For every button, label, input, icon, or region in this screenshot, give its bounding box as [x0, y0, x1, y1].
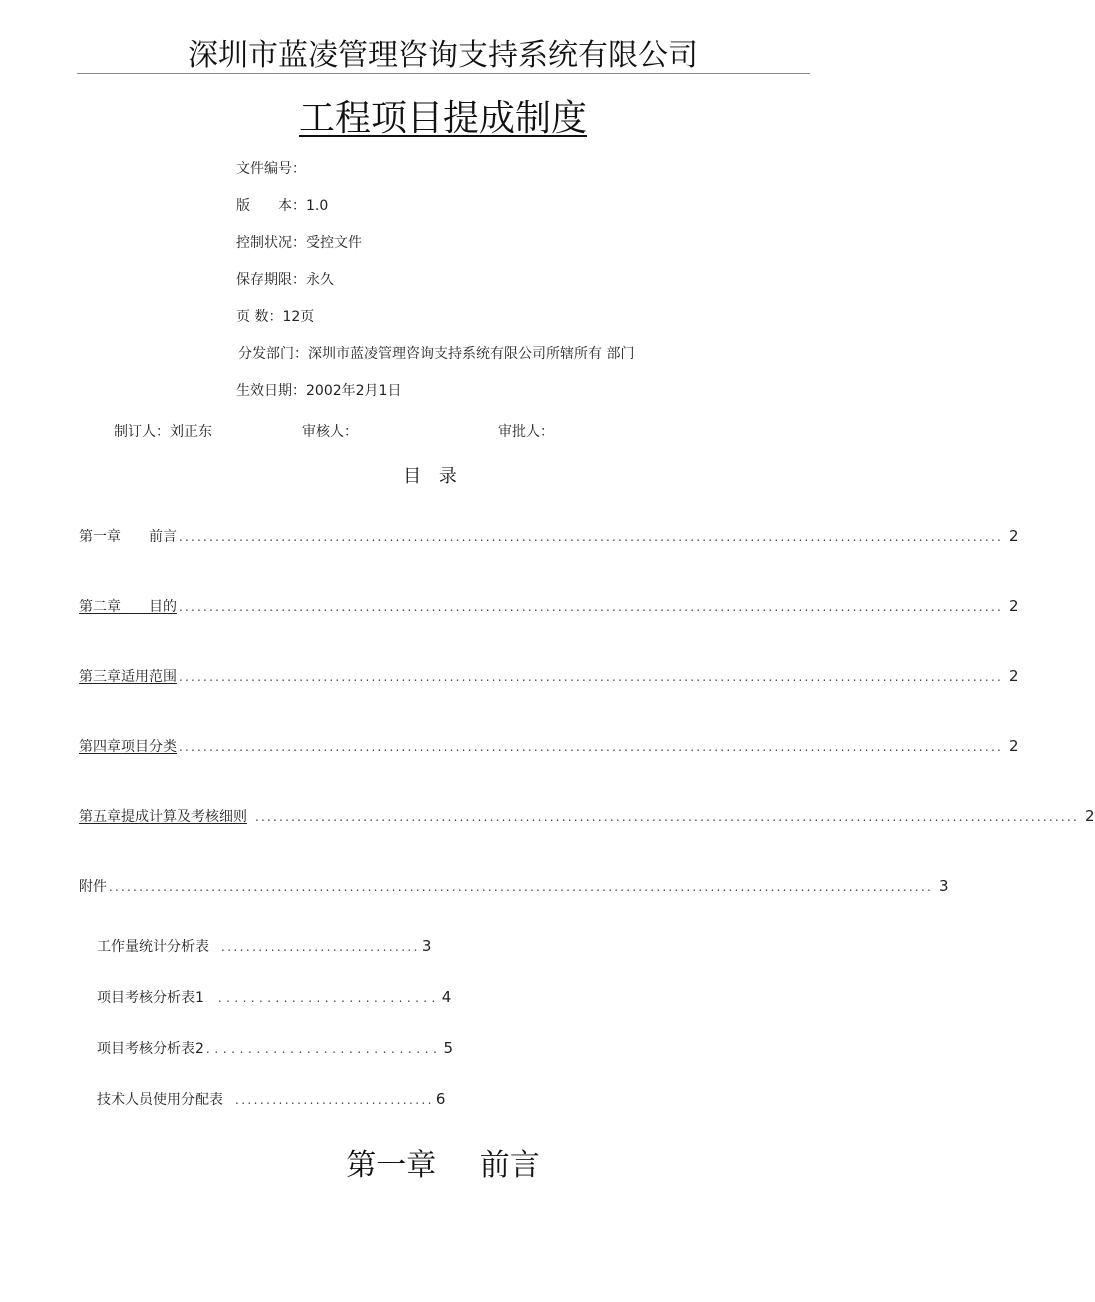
signature-approver: 审批人： — [498, 424, 554, 440]
meta-label: 生效日期： — [236, 383, 306, 399]
company-header: 深圳市蓝凌管理咨询支持系统有限公司 — [188, 38, 698, 73]
toc-item-page: 2 — [1008, 597, 1019, 615]
toc-leader-dots: ......................................................................................................................................... — [179, 740, 1003, 754]
meta-value: 12页 — [282, 309, 315, 325]
meta-label: 页 数： — [236, 309, 283, 325]
meta-effective-date — [236, 380, 401, 400]
toc-heading: 目 录 — [403, 466, 463, 487]
toc-leader-dots: ......................................................................................................................................... — [179, 670, 1003, 684]
meta-value: 1.0 — [306, 198, 329, 214]
toc-subitem-staff-allocation-table[interactable] — [97, 1089, 445, 1109]
chapter-heading: 第一章 前言 — [346, 1148, 540, 1183]
toc-subitem-assessment-table-2[interactable] — [97, 1038, 453, 1058]
toc-item-chapter-4[interactable] — [79, 736, 1019, 756]
header-divider — [77, 73, 810, 74]
toc-item-label[interactable]: 第五章提成计算及考核细则 — [79, 809, 247, 825]
signature-author: 制订人：刘正东 — [114, 424, 212, 440]
toc-item-page: 2 — [1008, 527, 1019, 545]
meta-page-count — [236, 306, 314, 326]
toc-leader-dots: ......................................................................................................................................... — [255, 810, 1079, 824]
signature-reviewer: 审核人： — [302, 424, 358, 440]
meta-label: 控制状况： — [236, 235, 306, 251]
toc-subitem-assessment-table-1[interactable] — [97, 987, 451, 1007]
meta-value: 永久 — [306, 272, 334, 288]
toc-item-label[interactable]: 第三章适用范围 — [79, 669, 177, 685]
toc-leader-dots: ................................ — [221, 940, 420, 954]
toc-item-chapter-1[interactable] — [79, 526, 1019, 546]
meta-label: 分发部门： — [238, 346, 308, 362]
toc-item-label[interactable]: 第一章 前言 — [79, 529, 177, 545]
meta-value: 受控文件 — [306, 235, 362, 251]
toc-item-page: 2 — [1008, 667, 1019, 685]
toc-item-page: 2 — [1084, 807, 1095, 825]
toc-subitem-label[interactable]: 技术人员使用分配表 — [97, 1092, 223, 1108]
toc-item-chapter-3[interactable] — [79, 666, 1019, 686]
toc-subitem-page: 6 — [435, 1090, 446, 1108]
toc-leader-dots: ............................ — [205, 1042, 442, 1056]
toc-subitem-label[interactable]: 工作量统计分析表 — [97, 939, 209, 955]
meta-retention — [236, 269, 334, 289]
meta-file-number — [236, 158, 306, 178]
toc-item-appendix[interactable] — [79, 876, 949, 896]
meta-value: 深圳市蓝凌管理咨询支持系统有限公司所辖所有 部门 — [308, 346, 635, 362]
toc-leader-dots: ........................... — [217, 991, 440, 1005]
toc-item-label[interactable]: 第四章项目分类 — [79, 739, 177, 755]
toc-subitem-label[interactable]: 项目考核分析表1 — [97, 990, 204, 1006]
meta-label: 版 本： — [236, 198, 306, 214]
toc-subitem-page: 4 — [441, 988, 452, 1006]
toc-item-page: 3 — [938, 877, 949, 895]
meta-distribution — [238, 343, 634, 363]
toc-item-label[interactable]: 附件 — [79, 879, 107, 895]
toc-item-label[interactable]: 第二章 目的 — [79, 599, 177, 615]
toc-subitem-label[interactable]: 项目考核分析表2 — [97, 1041, 204, 1057]
toc-leader-dots: ......................................................................................................................................... — [179, 530, 1003, 544]
toc-subitem-page: 3 — [421, 937, 432, 955]
meta-label: 文件编号： — [236, 161, 306, 177]
toc-leader-dots: ................................ — [235, 1093, 434, 1107]
toc-subitem-page: 5 — [443, 1039, 454, 1057]
meta-label: 保存期限： — [236, 272, 306, 288]
meta-control-status — [236, 232, 362, 252]
toc-subitem-workload-table[interactable] — [97, 936, 431, 956]
meta-version — [236, 195, 328, 215]
toc-item-page: 2 — [1008, 737, 1019, 755]
document-title: 工程项目提成制度 — [298, 98, 587, 139]
toc-leader-dots: ......................................................................................................................................... — [179, 600, 1003, 614]
toc-leader-dots: ......................................................................................................................................... — [109, 880, 933, 894]
toc-item-chapter-2[interactable] — [79, 596, 1019, 616]
toc-item-chapter-5[interactable] — [79, 806, 1095, 826]
meta-value: 2002年2月1日 — [306, 383, 402, 399]
